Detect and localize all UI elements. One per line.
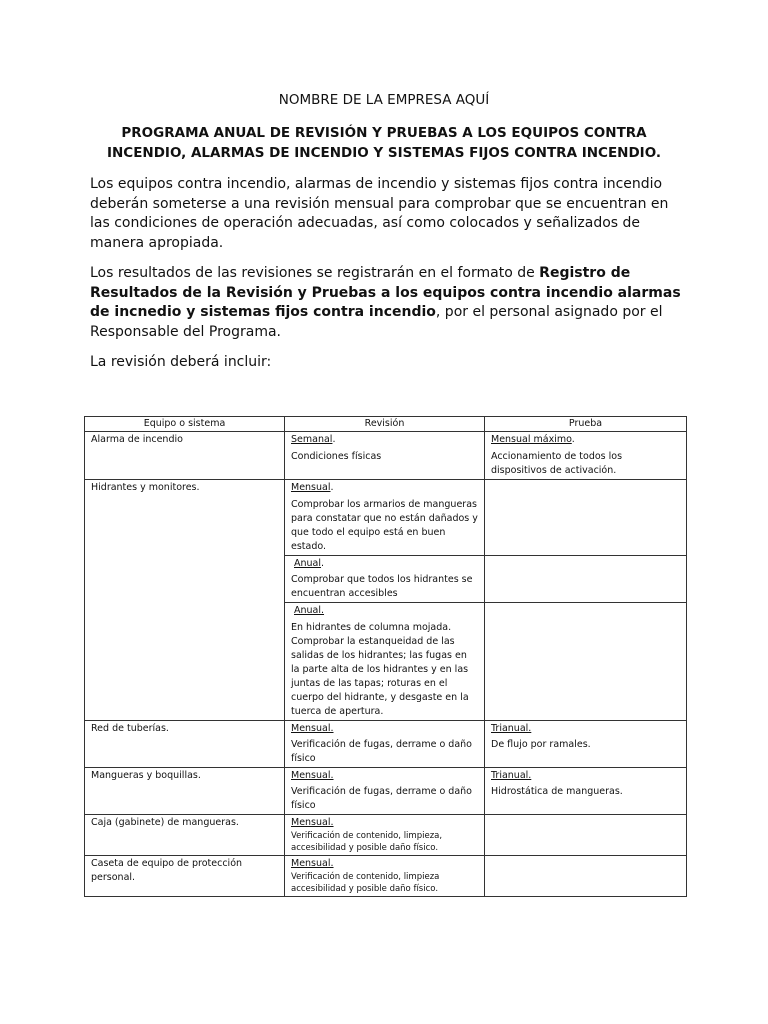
results-paragraph [90, 264, 682, 342]
review-description: Comprobar que todos los hidrantes se encuentran accesibles [291, 574, 473, 599]
equipment-cell: Caja (gabinete) de mangueras. [85, 815, 285, 856]
review-cell [285, 768, 485, 815]
review-include-paragraph: La revisión deberá incluir: [90, 354, 272, 370]
review-frequency: Mensual. [291, 770, 334, 781]
review-cell [285, 480, 485, 556]
equipment-cell: Hidrantes y monitores. [85, 480, 285, 721]
review-description: Verificación de fugas, derrame o daño físico [291, 786, 472, 811]
equipment-cell: Caseta de equipo de protección personal. [85, 856, 285, 897]
header-test: Prueba [485, 417, 687, 432]
table-row [85, 480, 687, 556]
test-cell [485, 432, 687, 480]
review-cell [285, 603, 485, 721]
test-frequency: Trianual. [491, 770, 532, 781]
test-description: Hidrostática de mangueras. [491, 786, 623, 797]
review-description: Comprobar los armarios de mangueras para constatar que no están dañados y que todo el equipo está en buen estado. [291, 499, 478, 552]
review-frequency: Anual. [294, 605, 325, 616]
table-row [85, 768, 687, 815]
review-description: Condiciones físicas [291, 451, 382, 462]
review-description: Verificación de fugas, derrame o daño físico [291, 739, 472, 764]
intro-paragraph: Los equipos contra incendio, alarmas de incendio y sistemas fijos contra incendio deberán someterse a una revisión mensual para comprobar que se encuentran en las condiciones de operación adecuadas, así como colocados y señalizados de manera apropiada. [90, 176, 669, 251]
test-cell [485, 815, 687, 856]
program-title [90, 123, 678, 163]
inspection-table [84, 416, 687, 897]
test-cell [485, 721, 687, 768]
review-cell [285, 556, 485, 603]
review-description: En hidrantes de columna mojada. Comprobar la estanqueidad de las salidas de los hidrantes; las fugas en la parte alta de los hidrantes y en las juntas de las tapas; roturas en el cuerpo del hidrante, y desgaste en la tuerca de apertura. [291, 622, 469, 717]
table-row [85, 721, 687, 768]
review-cell [285, 856, 485, 897]
equipment-cell: Mangueras y boquillas. [85, 768, 285, 815]
table-row [85, 432, 687, 480]
table-row [85, 815, 687, 856]
review-frequency: Semanal. [291, 434, 336, 445]
test-description: Accionamiento de todos los dispositivos de activación. [491, 451, 623, 476]
table-row [85, 856, 687, 897]
equipment-cell: Red de tuberías. [85, 721, 285, 768]
program-title-line1: PROGRAMA ANUAL DE REVISIÓN Y PRUEBAS A LOS EQUIPOS CONTRA [121, 125, 647, 141]
header-review: Revisión [285, 417, 485, 432]
test-cell [485, 856, 687, 897]
review-description: Verificación de contenido, limpieza, accesibilidad y posible daño físico. [291, 831, 443, 853]
review-description: Verificación de contenido, limpieza accesibilidad y posible daño físico. [291, 872, 440, 894]
record-format-name: Registro de Resultados de la Revisión y Pruebas a los equipos contra incendio alarmas de incnedio y sistemas fijos contra incendio [90, 265, 681, 320]
results-paragraph-post: , por el personal asignado por el Responsable del Programa. [90, 304, 663, 340]
test-frequency: Mensual máximo. [491, 434, 575, 445]
test-description: De flujo por ramales. [491, 739, 591, 750]
results-paragraph-pre: Los resultados de las revisiones se registrarán en el formato de [90, 265, 540, 281]
review-cell [285, 432, 485, 480]
review-frequency: Mensual. [291, 817, 334, 828]
company-name: NOMBRE DE LA EMPRESA AQUÍ [278, 92, 490, 108]
review-frequency: Mensual. [291, 723, 334, 734]
review-frequency: Anual. [294, 558, 325, 569]
program-title-line2: INCENDIO, ALARMAS DE INCENDIO Y SISTEMAS FIJOS CONTRA INCENDIO. [106, 145, 662, 161]
test-cell [485, 768, 687, 815]
review-frequency: Mensual. [291, 858, 334, 869]
test-cell [485, 480, 687, 556]
table-header-row [85, 417, 687, 432]
test-cell [485, 556, 687, 603]
equipment-cell: Alarma de incendio [85, 432, 285, 480]
header-equipment: Equipo o sistema [85, 417, 285, 432]
review-cell [285, 721, 485, 768]
review-frequency: Mensual. [291, 482, 334, 493]
review-cell [285, 815, 485, 856]
test-frequency: Trianual. [491, 723, 532, 734]
test-cell [485, 603, 687, 721]
